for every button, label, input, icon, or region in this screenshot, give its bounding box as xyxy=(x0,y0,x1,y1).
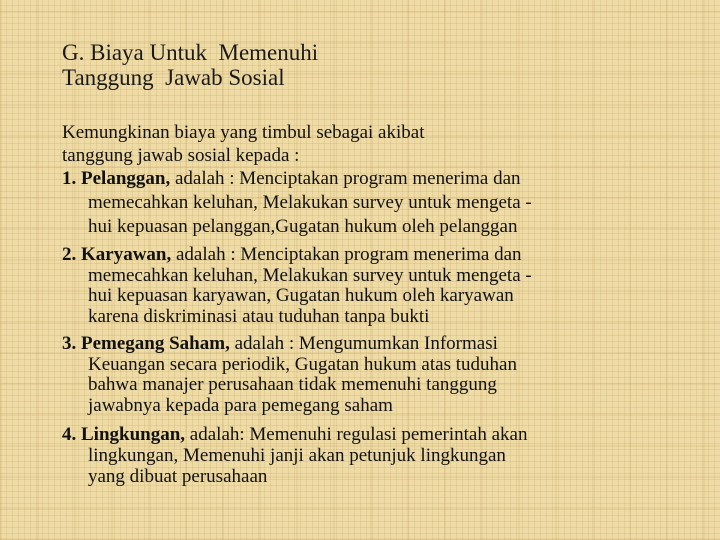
list-item-line: jawabnya kepada para pemegang saham xyxy=(88,394,393,416)
title-line-1: G. Biaya Untuk Memenuhi xyxy=(62,40,319,65)
list-item-line: memecahkan keluhan, Melakukan survey untuk mengeta - xyxy=(88,264,532,286)
list-item-heading: 3. Pemegang Saham, xyxy=(62,333,230,354)
list-item-line: karena diskriminasi atau tuduhan tanpa bukti xyxy=(88,305,430,327)
list-item-heading: 2. Karyawan, xyxy=(62,244,172,265)
slide-body xyxy=(62,121,702,487)
intro-line-2: tanggung jawab sosial kepada : xyxy=(62,145,300,166)
list-item-line: memecahkan keluhan, Melakukan survey untuk mengeta - xyxy=(88,192,532,213)
list-item-line: hui kepuasan karyawan, Gugatan hukum oleh karyawan xyxy=(88,285,514,306)
list-item-karyawan xyxy=(62,245,702,327)
list-item-line: lingkungan, Memenuhi janji akan petunjuk lingkungan xyxy=(88,445,506,466)
list-item-pelanggan xyxy=(62,167,702,239)
list-item-heading: 4. Lingkungan, xyxy=(62,424,186,445)
title-line-2: Tanggung Jawab Sosial xyxy=(62,65,285,90)
list-item-first-line xyxy=(62,424,702,445)
list-item-text: adalah : Menciptakan program menerima dan xyxy=(170,168,521,189)
list-item-first-line xyxy=(62,245,702,266)
list-item-line: hui kepuasan pelanggan,Gugatan hukum oleh pelanggan xyxy=(88,216,518,237)
list-item-line: Keuangan secara periodik, Gugatan hukum atas tuduhan xyxy=(88,353,517,375)
list-item-first-line xyxy=(62,167,702,191)
list-item-pemegang-saham xyxy=(62,334,702,416)
list-item-line: bahwa manajer perusahaan tidak memenuhi tanggung xyxy=(88,374,497,395)
intro-paragraph xyxy=(62,121,702,167)
list-item-text: adalah: Memenuhi regulasi pemerintah akan xyxy=(185,424,528,445)
list-item-first-line xyxy=(62,334,702,355)
list-item-lingkungan xyxy=(62,424,702,487)
list-item-heading: 1. Pelanggan, xyxy=(62,168,171,189)
slide-title xyxy=(62,40,318,90)
list-item-text: adalah : Mengumumkan Informasi xyxy=(229,333,498,354)
list-item-text: adalah : Menciptakan program menerima dan xyxy=(171,244,522,265)
list-item-line: yang dibuat perusahaan xyxy=(88,466,268,487)
intro-line-1: Kemungkinan biaya yang timbul sebagai akibat xyxy=(62,122,425,143)
